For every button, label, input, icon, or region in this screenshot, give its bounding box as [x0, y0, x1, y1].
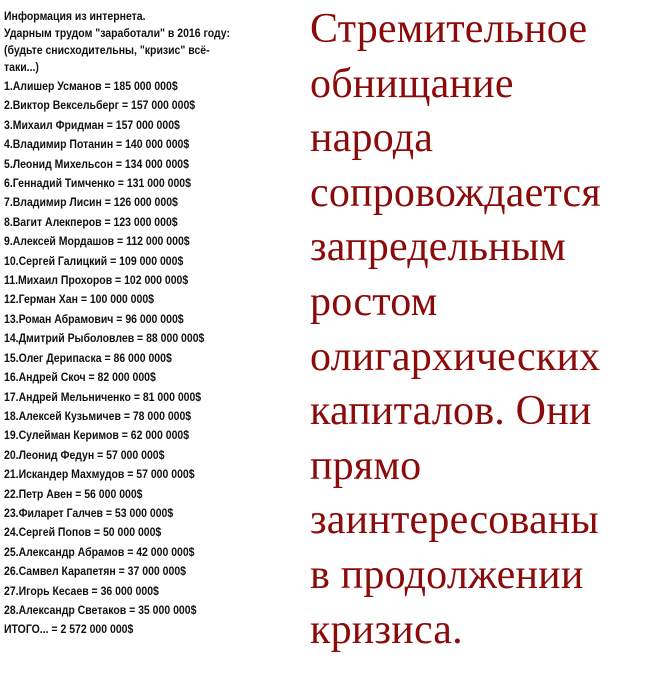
list-item: 20.Леонид Федун = 57 000 000$	[4, 447, 165, 462]
list-item: 3.Михаил Фридман = 157 000 000$	[4, 117, 180, 132]
quote-line: запредельным	[310, 224, 567, 271]
oligarch-earnings-list-panel	[4, 8, 267, 640]
list-item: 6.Геннадий Тимченко = 131 000 000$	[4, 176, 191, 191]
quote-line: народа	[310, 115, 434, 162]
list-item: 16.Андрей Скоч = 82 000 000$	[4, 370, 156, 385]
quote-line: Стремительное	[310, 6, 588, 52]
list-item: 18.Алексей Кузьмичев = 78 000 000$	[4, 408, 192, 423]
list-item: 12.Герман Хан = 100 000 000$	[4, 292, 154, 307]
list-item: 5.Леонид Михельсон = 134 000 000$	[4, 156, 189, 171]
list-item: 10.Сергей Галицкий = 109 000 000$	[4, 253, 184, 268]
quote-line: олигархических	[310, 333, 601, 380]
quote-line: прямо	[310, 442, 422, 489]
header-line: Ударным трудом "заработали" в 2016 году:	[4, 26, 230, 40]
list-item: 13.Роман Абрамович = 96 000 000$	[4, 311, 184, 326]
list-item: 27.Игорь Кесаев = 36 000 000$	[4, 583, 159, 598]
quote-line: обнищание	[310, 60, 514, 107]
earnings-list	[4, 77, 267, 620]
list-item: 11.Михаил Прохоров = 102 000 000$	[4, 273, 189, 288]
quote-line: в продолжении	[310, 551, 584, 598]
quote-line: ростом	[310, 278, 438, 325]
list-item: 22.Петр Авен = 56 000 000$	[4, 486, 143, 501]
quote-line: капиталов. Они	[310, 388, 592, 435]
list-item: 19.Сулейман Керимов = 62 000 000$	[4, 428, 190, 443]
list-item: 14.Дмитрий Рыболовлев = 88 000 000$	[4, 331, 205, 346]
list-item: 7.Владимир Лисин = 126 000 000$	[4, 195, 178, 210]
list-item: 15.Олег Дерипаска = 86 000 000$	[4, 350, 172, 365]
list-header	[4, 8, 267, 76]
list-item: 9.Алексей Мордашов = 112 000 000$	[4, 234, 190, 249]
list-item: 1.Алишер Усманов = 185 000 000$	[4, 79, 178, 93]
header-line: (будьте снисходительны, "кризис" всё-	[4, 43, 210, 57]
list-item: 4.Владимир Потанин = 140 000 000$	[4, 137, 190, 152]
total-line: ИТОГО... = 2 572 000 000$	[4, 622, 134, 637]
commentary-quote	[310, 2, 650, 657]
list-item: 24.Сергей Попов = 50 000 000$	[4, 525, 162, 540]
quote-line: кризиса.	[310, 606, 463, 653]
list-item: 2.Виктор Вексельберг = 157 000 000$	[4, 98, 196, 113]
list-item: 23.Филарет Галчев = 53 000 000$	[4, 505, 174, 520]
quote-line: заинтересованы	[310, 497, 599, 544]
list-item: 21.Искандер Махмудов = 57 000 000$	[4, 467, 195, 482]
list-item: 17.Андрей Мельниченко = 81 000 000$	[4, 389, 202, 404]
header-line: таки...)	[4, 60, 39, 74]
list-item: 25.Александр Абрамов = 42 000 000$	[4, 544, 195, 559]
header-line: Информация из интернета.	[4, 9, 146, 23]
list-item: 28.Александр Светаков = 35 000 000$	[4, 602, 197, 617]
list-item: 26.Самвел Карапетян = 37 000 000$	[4, 564, 186, 579]
quote-line: сопровождается	[310, 169, 601, 216]
list-item: 8.Вагит Алекперов = 123 000 000$	[4, 214, 178, 229]
